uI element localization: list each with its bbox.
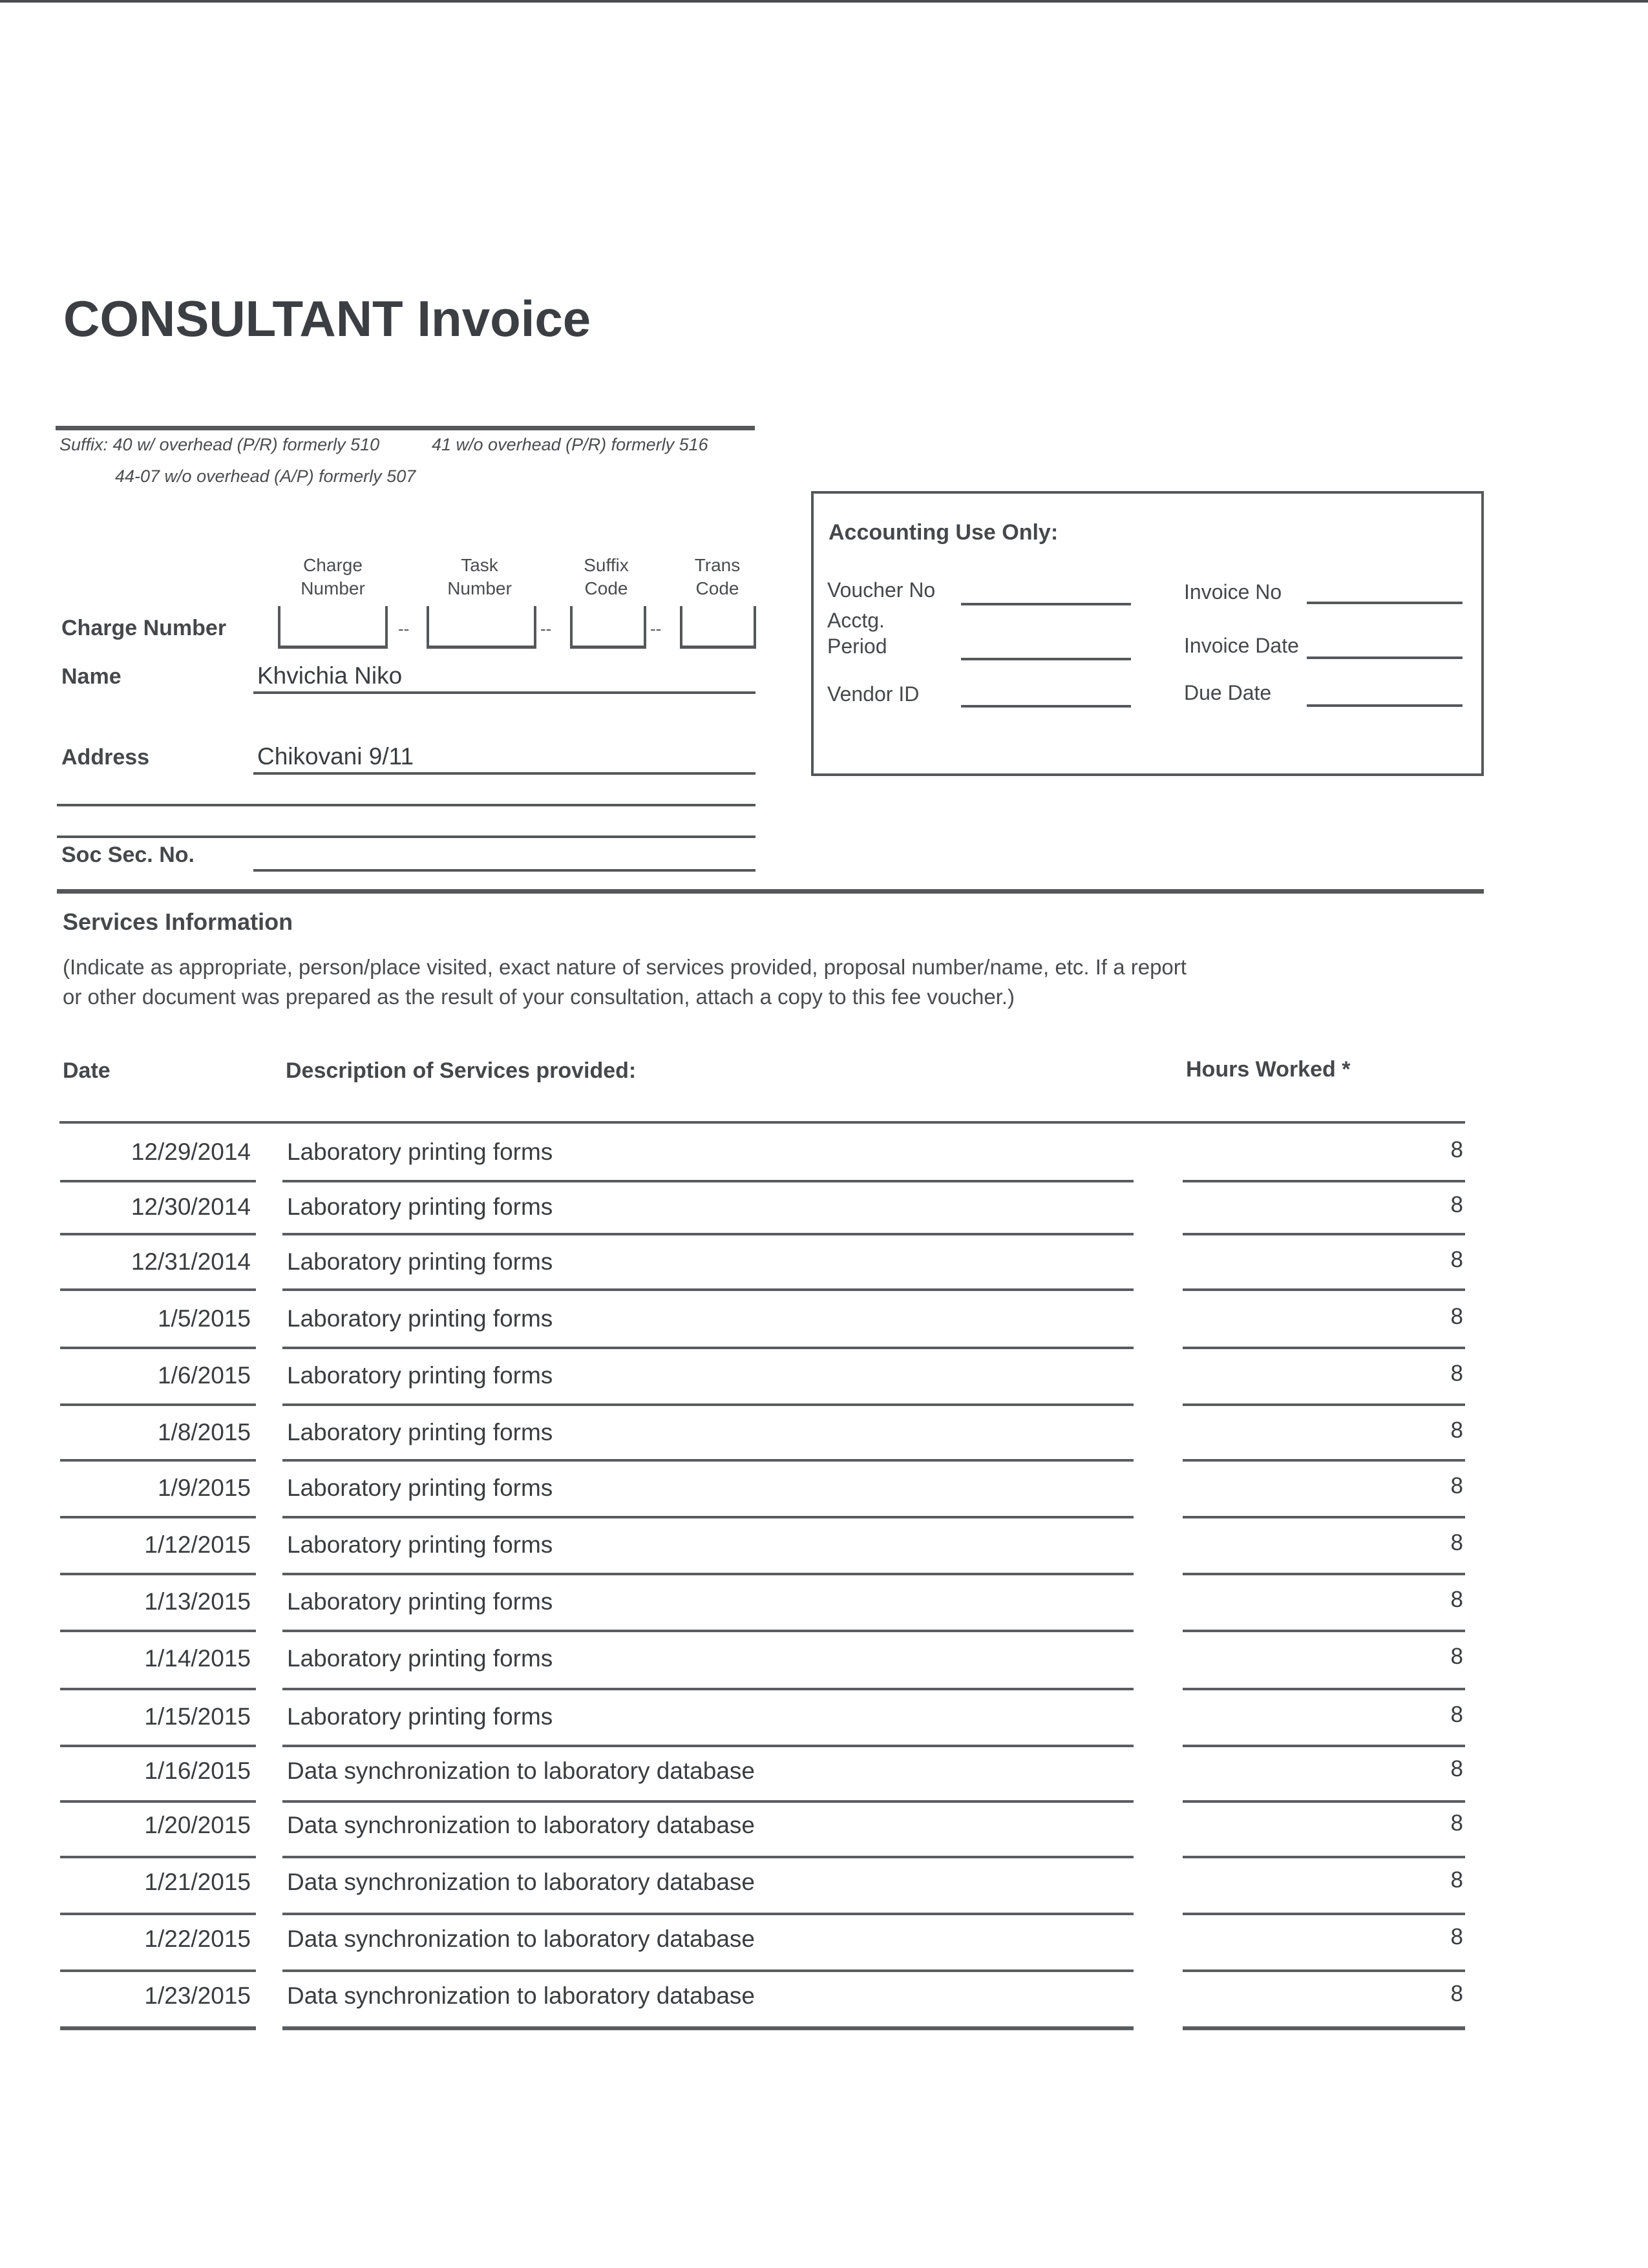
due-date-field[interactable] <box>1307 704 1463 707</box>
row-hours[interactable]: 8 <box>1450 1361 1463 1386</box>
services-instructions-line2: or other document was prepared as the result of your consultation, attach a copy to this fee voucher.) <box>63 985 1015 1009</box>
row-hours[interactable]: 8 <box>1450 1644 1463 1669</box>
hours-column-header: Hours Worked * <box>1186 1057 1351 1082</box>
row-hours[interactable]: 8 <box>1450 1137 1463 1162</box>
row-hours[interactable]: 8 <box>1450 1756 1463 1781</box>
row-date[interactable]: 1/16/2015 <box>144 1758 251 1784</box>
description-underline <box>282 1630 1134 1632</box>
row-description[interactable]: Data synchronization to laboratory database <box>287 1758 755 1784</box>
date-underline <box>60 1180 256 1182</box>
charge-number-col-header: Charge Number <box>301 555 365 598</box>
row-date[interactable]: 1/23/2015 <box>144 1982 251 2009</box>
description-underline <box>282 1180 1134 1182</box>
row-date[interactable]: 12/30/2014 <box>131 1193 251 1220</box>
date-underline <box>60 1403 256 1406</box>
charge-number-input[interactable] <box>278 606 388 649</box>
acctg-period-label: Acctg. Period <box>827 609 887 658</box>
suffix-note-1a: Suffix: 40 w/ overhead (P/R) formerly 510 <box>59 435 380 454</box>
description-underline <box>282 1856 1134 1858</box>
hours-underline <box>1183 1969 1465 1972</box>
row-hours[interactable]: 8 <box>1450 1247 1463 1272</box>
date-underline <box>60 1630 256 1632</box>
hours-underline <box>1183 1403 1465 1406</box>
title-caps: CONSULTANT <box>63 290 403 347</box>
services-instructions-line1: (Indicate as appropriate, person/place visited, exact nature of services provided, proposal number/name, etc. If a report <box>63 955 1187 979</box>
description-underline <box>282 2026 1134 2030</box>
address-value[interactable]: Chikovani 9/11 <box>257 743 414 770</box>
row-date[interactable]: 12/29/2014 <box>131 1139 251 1165</box>
row-date[interactable]: 1/21/2015 <box>144 1869 251 1895</box>
row-description[interactable]: Laboratory printing forms <box>287 1139 553 1165</box>
description-underline <box>282 1347 1134 1349</box>
row-description[interactable]: Laboratory printing forms <box>287 1419 553 1445</box>
description-underline <box>282 1688 1134 1690</box>
date-underline <box>60 1347 256 1349</box>
row-date[interactable]: 1/15/2015 <box>144 1703 251 1730</box>
due-date-label: Due Date <box>1184 681 1272 704</box>
address-label: Address <box>61 745 150 770</box>
name-value[interactable]: Khvichia Niko <box>257 662 403 689</box>
description-underline <box>282 1459 1134 1462</box>
row-date[interactable]: 1/5/2015 <box>157 1305 251 1332</box>
acctg-period-field[interactable] <box>961 658 1131 660</box>
hours-underline <box>1183 1180 1465 1182</box>
row-hours[interactable]: 8 <box>1450 1304 1463 1329</box>
address-line-2[interactable] <box>57 804 755 806</box>
row-date[interactable]: 1/20/2015 <box>144 1812 251 1838</box>
date-underline <box>60 1745 256 1747</box>
charge-number-label: Charge Number <box>61 616 227 640</box>
services-heading: Services Information <box>63 908 293 935</box>
title-rest: Invoice <box>417 290 591 347</box>
date-underline <box>60 1233 256 1235</box>
row-hours[interactable]: 8 <box>1450 1192 1463 1217</box>
trans-code-input[interactable] <box>680 606 756 649</box>
row-description[interactable]: Data synchronization to laboratory database <box>287 1869 755 1895</box>
name-label: Name <box>61 664 121 689</box>
description-underline <box>282 1233 1134 1235</box>
ssn-underline <box>253 869 755 872</box>
hours-underline <box>1183 1233 1465 1235</box>
date-underline <box>60 1459 256 1462</box>
hours-underline <box>1183 1688 1465 1690</box>
date-underline <box>60 1688 256 1690</box>
task-number-input[interactable] <box>427 606 536 649</box>
description-underline <box>282 1913 1134 1915</box>
row-description[interactable]: Laboratory printing forms <box>287 1531 553 1558</box>
voucher-no-field[interactable] <box>961 603 1131 605</box>
row-hours[interactable]: 8 <box>1450 1473 1463 1498</box>
hours-underline <box>1183 1347 1465 1349</box>
page-top-edge <box>0 0 1648 3</box>
title-divider <box>56 426 755 430</box>
invoice-date-label: Invoice Date <box>1184 634 1299 657</box>
description-underline <box>282 1969 1134 1972</box>
date-underline <box>60 2026 256 2030</box>
row-description[interactable]: Laboratory printing forms <box>287 1475 553 1501</box>
row-hours[interactable]: 8 <box>1450 1418 1463 1443</box>
description-underline <box>282 1288 1134 1291</box>
row-date[interactable]: 1/14/2015 <box>144 1645 251 1672</box>
voucher-no-label: Voucher No <box>827 578 936 602</box>
row-description[interactable]: Laboratory printing forms <box>287 1645 553 1672</box>
description-underline <box>282 1573 1134 1575</box>
ssn-label: Soc Sec. No. <box>61 843 195 867</box>
row-description[interactable]: Laboratory printing forms <box>287 1305 553 1332</box>
task-number-col-header: Task Number <box>447 555 512 598</box>
hours-underline <box>1183 1459 1465 1462</box>
suffix-note-1b: 41 w/o overhead (P/R) formerly 516 <box>432 435 708 454</box>
row-description[interactable]: Laboratory printing forms <box>287 1703 553 1730</box>
description-underline <box>282 1403 1134 1406</box>
date-underline <box>60 1969 256 1972</box>
name-underline <box>253 691 755 694</box>
date-underline <box>60 1800 256 1803</box>
suffix-note-2: 44-07 w/o overhead (A/P) formerly 507 <box>115 467 416 486</box>
charge-separator: -- <box>540 619 552 638</box>
hours-underline <box>1183 1573 1465 1575</box>
row-description[interactable]: Laboratory printing forms <box>287 1588 553 1615</box>
date-underline <box>60 1573 256 1575</box>
description-underline <box>282 1800 1134 1803</box>
row-date[interactable]: 12/31/2014 <box>131 1248 251 1275</box>
date-underline <box>60 1856 256 1858</box>
accounting-heading: Accounting Use Only: <box>829 520 1059 545</box>
description-column-header: Description of Services provided: <box>286 1058 637 1083</box>
row-description[interactable]: Data synchronization to laboratory database <box>287 1926 755 1952</box>
table-header-rule <box>59 1121 1465 1124</box>
invoice-no-label: Invoice No <box>1184 580 1282 604</box>
trans-code-col-header: Trans Code <box>694 555 741 598</box>
row-hours[interactable]: 8 <box>1450 1867 1463 1893</box>
row-hours[interactable]: 8 <box>1450 1924 1463 1949</box>
row-description[interactable]: Data synchronization to laboratory database <box>287 1982 755 2009</box>
date-underline <box>60 1913 256 1915</box>
date-underline <box>60 1516 256 1518</box>
row-hours[interactable]: 8 <box>1450 1530 1463 1555</box>
description-underline <box>282 1516 1134 1518</box>
row-hours[interactable]: 8 <box>1450 1811 1463 1836</box>
row-date[interactable]: 1/8/2015 <box>157 1419 251 1445</box>
address-underline <box>253 772 755 775</box>
vendor-id-field[interactable] <box>961 705 1131 708</box>
hours-underline <box>1183 1745 1465 1747</box>
page-title <box>63 289 591 348</box>
hours-underline <box>1183 1913 1465 1915</box>
row-date[interactable]: 1/13/2015 <box>144 1588 251 1615</box>
hours-underline <box>1183 1800 1465 1803</box>
suffix-code-col-header: Suffix Code <box>584 555 629 598</box>
row-description[interactable]: Laboratory printing forms <box>287 1193 553 1220</box>
row-date[interactable]: 1/9/2015 <box>157 1475 251 1501</box>
charge-separator: -- <box>650 619 662 638</box>
invoice-no-field[interactable] <box>1307 602 1463 604</box>
date-column-header: Date <box>63 1058 111 1083</box>
invoice-date-field[interactable] <box>1307 656 1463 659</box>
suffix-code-input[interactable] <box>570 606 646 649</box>
row-date[interactable]: 1/12/2015 <box>144 1531 251 1558</box>
hours-underline <box>1183 1288 1465 1291</box>
section-divider <box>57 889 1484 894</box>
row-hours[interactable]: 8 <box>1450 1587 1463 1612</box>
charge-separator: -- <box>398 619 410 638</box>
row-hours[interactable]: 8 <box>1450 1981 1463 2006</box>
hours-underline <box>1183 2026 1465 2030</box>
date-underline <box>60 1288 256 1291</box>
hours-underline <box>1183 1856 1465 1858</box>
row-hours[interactable]: 8 <box>1450 1702 1463 1727</box>
row-date[interactable]: 1/6/2015 <box>157 1362 251 1389</box>
row-description[interactable]: Laboratory printing forms <box>287 1248 553 1275</box>
row-date[interactable]: 1/22/2015 <box>144 1926 251 1952</box>
row-description[interactable]: Data synchronization to laboratory database <box>287 1812 755 1838</box>
row-description[interactable]: Laboratory printing forms <box>287 1362 553 1389</box>
vendor-id-label: Vendor ID <box>827 682 920 706</box>
hours-underline <box>1183 1516 1465 1518</box>
address-line-3[interactable] <box>57 835 755 838</box>
hours-underline <box>1183 1630 1465 1632</box>
description-underline <box>282 1745 1134 1747</box>
